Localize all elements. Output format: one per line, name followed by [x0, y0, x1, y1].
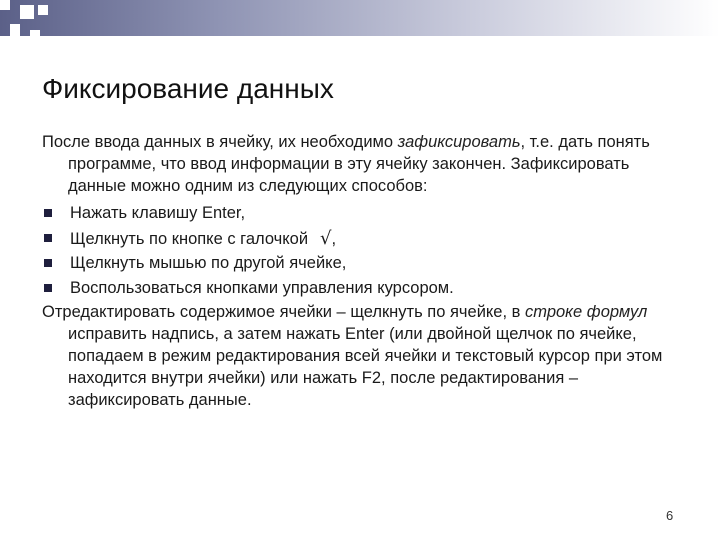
edit-text-2: исправить надпись, а затем нажать Enter (или двойной щелчок по ячейке, попадаем в режим редактирования всей ячейки и текстовый курсор при этом находится внутри ячейки) или нажать F2, после редактирования – зафиксировать данные.: [68, 325, 663, 409]
methods-list: [42, 201, 682, 301]
checkmark-symbol: √: [320, 228, 332, 249]
intro-text-2: , т.е. дать понять программе, что ввод информации в эту ячейку закончен. Зафиксировать данные можно одним из следующих способов:: [68, 133, 650, 195]
decor-square: [20, 5, 34, 19]
slide-title: Фиксирование данных: [42, 73, 334, 104]
list-item-text: Щелкнуть мышью по другой ячейке,: [70, 254, 347, 272]
square-bullet-icon: [44, 234, 52, 242]
square-bullet-icon: [44, 209, 52, 217]
intro-emphasis: зафиксировать: [397, 133, 521, 151]
square-bullet-icon: [44, 259, 52, 267]
square-bullet-icon: [44, 284, 52, 292]
list-item-text: Щелкнуть по кнопке с галочкой: [70, 230, 309, 248]
header-gradient-bar: [0, 0, 720, 36]
decor-square: [0, 0, 10, 10]
list-item-tail: ,: [331, 230, 337, 248]
decor-square: [10, 24, 20, 36]
decor-square: [30, 30, 40, 40]
page-number: 6: [666, 508, 674, 523]
intro-text-1: После ввода данных в ячейку, их необходимо: [42, 133, 398, 151]
list-item: [42, 201, 682, 226]
list-item: [42, 276, 682, 301]
list-item: [42, 226, 682, 251]
edit-text-1: Отредактировать содержимое ячейки – щелкнуть по ячейке, в: [42, 303, 526, 321]
list-item-text: Воспользоваться кнопками управления курсором.: [70, 279, 454, 297]
list-item: [42, 251, 682, 276]
edit-emphasis: строке формул: [525, 303, 648, 321]
edit-paragraph: [42, 301, 682, 411]
slide-body: [42, 131, 682, 411]
list-item-text: Нажать клавишу Enter,: [70, 204, 246, 222]
intro-paragraph: [42, 131, 682, 197]
decor-square: [38, 5, 48, 15]
